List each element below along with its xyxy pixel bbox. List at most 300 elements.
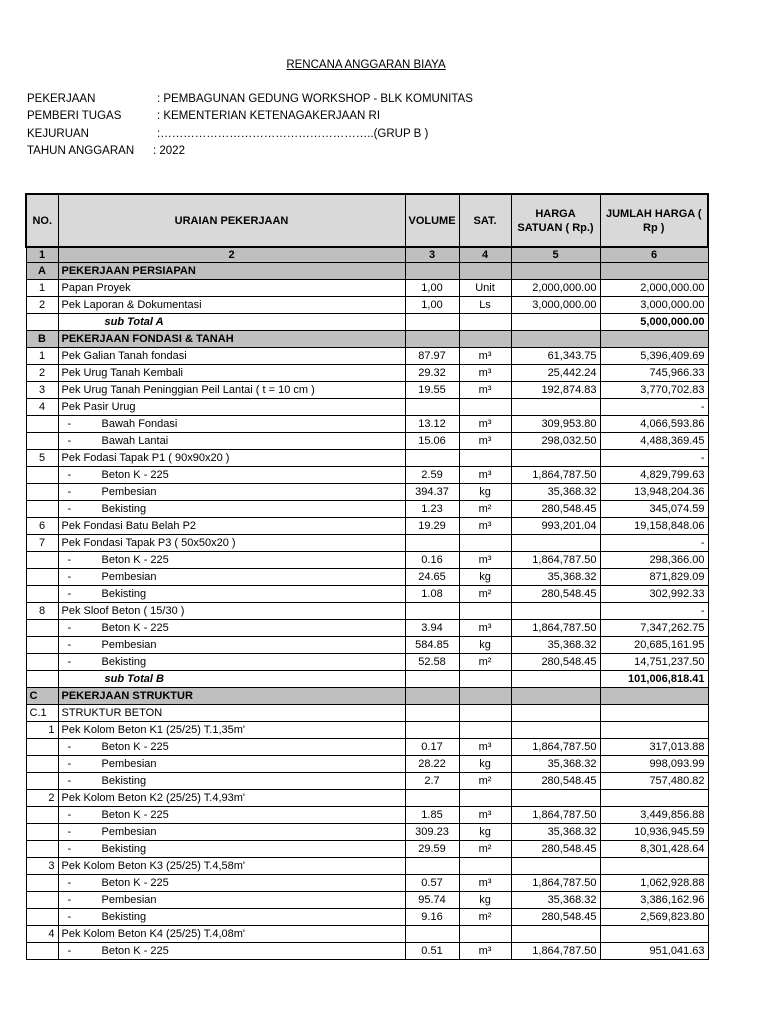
row-total bbox=[600, 926, 708, 943]
row-volume: 0.17 bbox=[405, 739, 459, 756]
row-volume: 1,00 bbox=[405, 297, 459, 314]
row-description bbox=[58, 943, 405, 960]
row-description bbox=[58, 586, 405, 603]
row-description-text: Bekisting bbox=[101, 588, 147, 600]
row-volume: 28.22 bbox=[405, 756, 459, 773]
row-no: 7 bbox=[26, 535, 58, 552]
row-description-text: Beton K - 225 bbox=[101, 741, 169, 753]
row-description: PEKERJAAN STRUKTUR bbox=[58, 688, 405, 705]
dash-marker: - bbox=[67, 843, 72, 855]
row-no bbox=[26, 824, 58, 841]
row-volume: 2.7 bbox=[405, 773, 459, 790]
row-description bbox=[58, 467, 405, 484]
row-unit: m³ bbox=[459, 807, 511, 824]
row-unit: m³ bbox=[459, 552, 511, 569]
subtotal-label: sub Total B bbox=[58, 671, 405, 688]
row-description: Pek Urug Tanah Peninggian Peil Lantai ( t = 10 cm ) bbox=[58, 382, 405, 399]
row-total: 8,301,428.64 bbox=[600, 841, 708, 858]
row-volume: 394.37 bbox=[405, 484, 459, 501]
row-unit-price: 25,442.24 bbox=[511, 365, 600, 382]
row-unit-price: 993,201.04 bbox=[511, 518, 600, 535]
row-unit-price: 35,368.32 bbox=[511, 892, 600, 909]
header-jumlah-harga: JUMLAH HARGA ( Rp ) bbox=[600, 194, 708, 247]
row-description-text: Bekisting bbox=[101, 656, 147, 668]
row-unit: m² bbox=[459, 654, 511, 671]
row-total: 4,066,593.86 bbox=[600, 416, 708, 433]
table-row bbox=[26, 552, 708, 569]
row-unit: m³ bbox=[459, 467, 511, 484]
row-no: A bbox=[26, 263, 58, 280]
column-number: 1 bbox=[26, 247, 58, 263]
row-description bbox=[58, 909, 405, 926]
table-row bbox=[26, 603, 708, 620]
row-unit-price: 280,548.45 bbox=[511, 909, 600, 926]
dash-marker: - bbox=[67, 571, 72, 583]
row-unit-price bbox=[511, 399, 600, 416]
dash-marker: - bbox=[67, 469, 72, 481]
info-value: :………………………………………………..(GRUP B ) bbox=[157, 128, 429, 140]
row-volume: 15.06 bbox=[405, 433, 459, 450]
row-unit bbox=[459, 535, 511, 552]
row-description: PEKERJAAN FONDASI & TANAH bbox=[58, 331, 405, 348]
row-description-text: Pembesian bbox=[101, 826, 157, 838]
row-volume bbox=[405, 790, 459, 807]
table-row bbox=[26, 909, 708, 926]
table-row bbox=[26, 637, 708, 654]
row-total bbox=[600, 790, 708, 807]
dash-marker: - bbox=[67, 588, 72, 600]
row-total: - bbox=[600, 603, 708, 620]
row-total: 5,396,409.69 bbox=[600, 348, 708, 365]
row-description bbox=[58, 569, 405, 586]
row-no: B bbox=[26, 331, 58, 348]
row-total: 302,992.33 bbox=[600, 586, 708, 603]
row-unit-price bbox=[511, 790, 600, 807]
row-volume bbox=[405, 858, 459, 875]
table-row bbox=[26, 416, 708, 433]
dash-marker: - bbox=[67, 911, 72, 923]
row-no bbox=[26, 671, 58, 688]
row-unit: m³ bbox=[459, 348, 511, 365]
row-total bbox=[600, 705, 708, 722]
row-unit bbox=[459, 314, 511, 331]
dash-marker: - bbox=[67, 741, 72, 753]
row-volume: 29.32 bbox=[405, 365, 459, 382]
row-description-text: Beton K - 225 bbox=[101, 622, 169, 634]
row-total: 4,829,799.63 bbox=[600, 467, 708, 484]
row-volume bbox=[405, 331, 459, 348]
row-volume: 1.85 bbox=[405, 807, 459, 824]
header-sat: SAT. bbox=[459, 194, 511, 247]
row-description: Pek Fondasi Tapak P3 ( 50x50x20 ) bbox=[58, 535, 405, 552]
row-volume bbox=[405, 705, 459, 722]
row-volume bbox=[405, 722, 459, 739]
row-description bbox=[58, 824, 405, 841]
row-volume bbox=[405, 688, 459, 705]
row-unit-price: 1,864,787.50 bbox=[511, 739, 600, 756]
row-description bbox=[58, 501, 405, 518]
row-unit bbox=[459, 603, 511, 620]
row-unit-price: 35,368.32 bbox=[511, 824, 600, 841]
row-no: 1 bbox=[26, 348, 58, 365]
row-description: Pek Pasir Urug bbox=[58, 399, 405, 416]
row-unit: kg bbox=[459, 824, 511, 841]
column-number: 3 bbox=[405, 247, 459, 263]
row-unit bbox=[459, 790, 511, 807]
row-no bbox=[26, 773, 58, 790]
row-total: 951,041.63 bbox=[600, 943, 708, 960]
row-unit-price bbox=[511, 705, 600, 722]
dash-marker: - bbox=[67, 894, 72, 906]
row-no bbox=[26, 620, 58, 637]
row-total bbox=[600, 331, 708, 348]
table-row bbox=[26, 535, 708, 552]
row-unit: m² bbox=[459, 501, 511, 518]
row-volume: 0.16 bbox=[405, 552, 459, 569]
row-no bbox=[26, 467, 58, 484]
row-unit bbox=[459, 705, 511, 722]
row-no bbox=[26, 875, 58, 892]
row-volume: 309.23 bbox=[405, 824, 459, 841]
row-total bbox=[600, 722, 708, 739]
row-description: Pek Kolom Beton K2 (25/25) T.4,93m' bbox=[58, 790, 405, 807]
row-no bbox=[26, 909, 58, 926]
info-value: : 2022 bbox=[153, 145, 185, 157]
row-description-text: Beton K - 225 bbox=[101, 877, 169, 889]
dash-marker: - bbox=[67, 656, 72, 668]
row-volume: 1.08 bbox=[405, 586, 459, 603]
dash-marker: - bbox=[67, 418, 72, 430]
header-no: NO. bbox=[26, 194, 58, 247]
table-row bbox=[26, 875, 708, 892]
row-description: Pek Kolom Beton K4 (25/25) T.4,08m' bbox=[58, 926, 405, 943]
table-row bbox=[26, 926, 708, 943]
row-description-text: Pembesian bbox=[101, 486, 157, 498]
table-row bbox=[26, 739, 708, 756]
row-no bbox=[26, 416, 58, 433]
row-unit: kg bbox=[459, 637, 511, 654]
row-unit-price: 1,864,787.50 bbox=[511, 875, 600, 892]
row-total: 1,062,928.88 bbox=[600, 875, 708, 892]
row-unit-price bbox=[511, 722, 600, 739]
dash-marker: - bbox=[67, 809, 72, 821]
row-unit-price: 35,368.32 bbox=[511, 569, 600, 586]
dash-marker: - bbox=[67, 554, 72, 566]
table-row bbox=[26, 654, 708, 671]
row-unit bbox=[459, 671, 511, 688]
row-unit-price: 3,000,000.00 bbox=[511, 297, 600, 314]
row-total: 3,770,702.83 bbox=[600, 382, 708, 399]
row-volume: 2.59 bbox=[405, 467, 459, 484]
dash-marker: - bbox=[67, 486, 72, 498]
row-description: PEKERJAAN PERSIAPAN bbox=[58, 263, 405, 280]
row-total: 298,366.00 bbox=[600, 552, 708, 569]
row-no bbox=[26, 807, 58, 824]
row-unit bbox=[459, 331, 511, 348]
row-total: 13,948,204.36 bbox=[600, 484, 708, 501]
row-total bbox=[600, 858, 708, 875]
row-unit-price: 280,548.45 bbox=[511, 654, 600, 671]
row-total: - bbox=[600, 535, 708, 552]
table-row bbox=[26, 433, 708, 450]
row-description bbox=[58, 620, 405, 637]
row-total: 3,000,000.00 bbox=[600, 297, 708, 314]
row-volume: 0.51 bbox=[405, 943, 459, 960]
row-unit-price: 61,343.75 bbox=[511, 348, 600, 365]
row-no: 2 bbox=[26, 365, 58, 382]
row-unit bbox=[459, 688, 511, 705]
row-description-text: Pembesian bbox=[101, 639, 157, 651]
table-row bbox=[26, 467, 708, 484]
table-row bbox=[26, 569, 708, 586]
row-total: 4,488,369.45 bbox=[600, 433, 708, 450]
subtotal-value: 101,006,818.41 bbox=[600, 671, 708, 688]
table-row bbox=[26, 841, 708, 858]
section-row bbox=[26, 688, 708, 705]
subtotal-row bbox=[26, 314, 708, 331]
column-number: 2 bbox=[58, 247, 405, 263]
table-row bbox=[26, 348, 708, 365]
row-description bbox=[58, 484, 405, 501]
table-row bbox=[26, 586, 708, 603]
row-unit-price bbox=[511, 926, 600, 943]
row-unit: kg bbox=[459, 892, 511, 909]
row-description-text: Pembesian bbox=[101, 758, 157, 770]
row-total: 3,386,162.96 bbox=[600, 892, 708, 909]
table-row bbox=[26, 756, 708, 773]
row-no bbox=[26, 586, 58, 603]
row-unit-price bbox=[511, 450, 600, 467]
row-volume: 13.12 bbox=[405, 416, 459, 433]
row-total: - bbox=[600, 399, 708, 416]
row-unit-price: 1,864,787.50 bbox=[511, 620, 600, 637]
row-volume: 1,00 bbox=[405, 280, 459, 297]
row-no bbox=[26, 739, 58, 756]
row-unit-price: 298,032.50 bbox=[511, 433, 600, 450]
table-row bbox=[26, 824, 708, 841]
row-no bbox=[26, 501, 58, 518]
row-description bbox=[58, 807, 405, 824]
table-row bbox=[26, 484, 708, 501]
row-volume: 52.58 bbox=[405, 654, 459, 671]
row-unit-price: 280,548.45 bbox=[511, 841, 600, 858]
row-no: 5 bbox=[26, 450, 58, 467]
row-unit-price: 35,368.32 bbox=[511, 484, 600, 501]
row-no: 3 bbox=[26, 382, 58, 399]
table-row bbox=[26, 501, 708, 518]
row-total: 871,829.09 bbox=[600, 569, 708, 586]
row-volume: 29.59 bbox=[405, 841, 459, 858]
table-row bbox=[26, 280, 708, 297]
row-no: 4 bbox=[26, 399, 58, 416]
row-total: 2,000,000.00 bbox=[600, 280, 708, 297]
table-row bbox=[26, 858, 708, 875]
subtotal-row bbox=[26, 671, 708, 688]
row-no bbox=[26, 314, 58, 331]
subtotal-value: 5,000,000.00 bbox=[600, 314, 708, 331]
row-description: Pek Sloof Beton ( 15/30 ) bbox=[58, 603, 405, 620]
row-no bbox=[26, 654, 58, 671]
header-harga-satuan: HARGA SATUAN ( Rp.) bbox=[511, 194, 600, 247]
row-total: 20,685,161.95 bbox=[600, 637, 708, 654]
row-unit: kg bbox=[459, 484, 511, 501]
row-unit-price: 1,864,787.50 bbox=[511, 467, 600, 484]
row-no bbox=[26, 552, 58, 569]
dash-marker: - bbox=[67, 503, 72, 515]
row-no bbox=[26, 484, 58, 501]
table-row bbox=[26, 892, 708, 909]
row-no: C bbox=[26, 688, 58, 705]
table-row bbox=[26, 807, 708, 824]
row-unit: m³ bbox=[459, 875, 511, 892]
row-unit: m³ bbox=[459, 518, 511, 535]
row-no bbox=[26, 841, 58, 858]
row-unit: m² bbox=[459, 909, 511, 926]
row-description bbox=[58, 433, 405, 450]
row-unit-price: 1,864,787.50 bbox=[511, 807, 600, 824]
info-value: : PEMBAGUNAN GEDUNG WORKSHOP - BLK KOMUNITAS bbox=[157, 93, 473, 105]
row-volume bbox=[405, 450, 459, 467]
row-no: 1 bbox=[26, 280, 58, 297]
row-volume: 95.74 bbox=[405, 892, 459, 909]
row-total: 998,093.99 bbox=[600, 756, 708, 773]
row-unit: m³ bbox=[459, 416, 511, 433]
row-description bbox=[58, 739, 405, 756]
row-total: 14,751,237.50 bbox=[600, 654, 708, 671]
row-no: 2 bbox=[26, 297, 58, 314]
column-number: 5 bbox=[511, 247, 600, 263]
row-volume bbox=[405, 314, 459, 331]
info-label: KEJURUAN bbox=[27, 128, 89, 140]
row-unit: m³ bbox=[459, 620, 511, 637]
row-description bbox=[58, 637, 405, 654]
dash-marker: - bbox=[67, 758, 72, 770]
row-description-text: Bekisting bbox=[101, 503, 147, 515]
subtotal-label: sub Total A bbox=[58, 314, 405, 331]
row-unit: m³ bbox=[459, 433, 511, 450]
row-description: Pek Fodasi Tapak P1 ( 90x90x20 ) bbox=[58, 450, 405, 467]
row-description bbox=[58, 875, 405, 892]
row-description: Pek Kolom Beton K3 (25/25) T.4,58m' bbox=[58, 858, 405, 875]
row-unit: kg bbox=[459, 756, 511, 773]
table-body bbox=[26, 247, 708, 960]
table-row bbox=[26, 722, 708, 739]
document-title: RENCANA ANGGARAN BIAYA bbox=[286, 59, 446, 71]
row-volume: 24.65 bbox=[405, 569, 459, 586]
row-no: 6 bbox=[26, 518, 58, 535]
dash-marker: - bbox=[67, 435, 72, 447]
header-uraian: URAIAN PEKERJAAN bbox=[58, 194, 405, 247]
row-description-text: Bawah Fondasi bbox=[101, 418, 178, 430]
row-description-text: Beton K - 225 bbox=[101, 554, 169, 566]
row-description bbox=[58, 654, 405, 671]
header-volume: VOLUME bbox=[405, 194, 459, 247]
info-label: PEMBERI TUGAS bbox=[27, 110, 122, 122]
section-row bbox=[26, 331, 708, 348]
table-row bbox=[26, 297, 708, 314]
row-unit: m² bbox=[459, 773, 511, 790]
row-no: 3 bbox=[26, 858, 58, 875]
row-description-text: Pembesian bbox=[101, 894, 157, 906]
row-no: C.1 bbox=[26, 705, 58, 722]
row-total bbox=[600, 688, 708, 705]
row-volume bbox=[405, 603, 459, 620]
row-volume bbox=[405, 926, 459, 943]
row-description: Pek Fondasi Batu Belah P2 bbox=[58, 518, 405, 535]
row-volume bbox=[405, 671, 459, 688]
table-row bbox=[26, 790, 708, 807]
row-no bbox=[26, 892, 58, 909]
row-volume bbox=[405, 263, 459, 280]
row-description-text: Bekisting bbox=[101, 775, 147, 787]
dash-marker: - bbox=[67, 826, 72, 838]
row-volume: 9.16 bbox=[405, 909, 459, 926]
row-unit-price bbox=[511, 671, 600, 688]
row-unit: m² bbox=[459, 841, 511, 858]
row-unit bbox=[459, 263, 511, 280]
row-unit-price: 280,548.45 bbox=[511, 501, 600, 518]
row-description-text: Beton K - 225 bbox=[101, 469, 169, 481]
dash-marker: - bbox=[67, 775, 72, 787]
row-unit-price: 35,368.32 bbox=[511, 637, 600, 654]
row-description-text: Bawah Lantai bbox=[101, 435, 169, 447]
row-description-text: Pembesian bbox=[101, 571, 157, 583]
row-description bbox=[58, 552, 405, 569]
dash-marker: - bbox=[67, 639, 72, 651]
row-unit: m³ bbox=[459, 382, 511, 399]
row-unit-price bbox=[511, 688, 600, 705]
row-total: 3,449,856.88 bbox=[600, 807, 708, 824]
row-description: STRUKTUR BETON bbox=[58, 705, 405, 722]
row-description: Papan Proyek bbox=[58, 280, 405, 297]
row-total: - bbox=[600, 450, 708, 467]
table-header-row bbox=[26, 194, 708, 247]
row-description: Pek Galian Tanah fondasi bbox=[58, 348, 405, 365]
row-no bbox=[26, 569, 58, 586]
row-unit-price bbox=[511, 603, 600, 620]
row-unit bbox=[459, 722, 511, 739]
row-description-text: Bekisting bbox=[101, 911, 147, 923]
row-volume bbox=[405, 399, 459, 416]
row-unit: m³ bbox=[459, 943, 511, 960]
row-total: 345,074.59 bbox=[600, 501, 708, 518]
row-description bbox=[58, 773, 405, 790]
row-no bbox=[26, 637, 58, 654]
row-volume: 3.94 bbox=[405, 620, 459, 637]
row-volume: 584.85 bbox=[405, 637, 459, 654]
row-unit bbox=[459, 399, 511, 416]
row-total: 757,480.82 bbox=[600, 773, 708, 790]
info-label: TAHUN ANGGARAN bbox=[27, 145, 135, 157]
table-row bbox=[26, 620, 708, 637]
info-value: : KEMENTERIAN KETENAGAKERJAAN RI bbox=[157, 110, 381, 122]
row-total: 19,158,848.06 bbox=[600, 518, 708, 535]
row-unit-price bbox=[511, 535, 600, 552]
row-unit: m³ bbox=[459, 365, 511, 382]
row-unit-price: 280,548.45 bbox=[511, 586, 600, 603]
row-unit-price: 309,953.80 bbox=[511, 416, 600, 433]
row-description: Pek Urug Tanah Kembali bbox=[58, 365, 405, 382]
row-unit-price bbox=[511, 331, 600, 348]
table-row bbox=[26, 382, 708, 399]
row-unit-price bbox=[511, 858, 600, 875]
row-description bbox=[58, 841, 405, 858]
table-row bbox=[26, 773, 708, 790]
row-unit bbox=[459, 858, 511, 875]
row-volume bbox=[405, 535, 459, 552]
row-unit-price bbox=[511, 263, 600, 280]
row-description bbox=[58, 416, 405, 433]
